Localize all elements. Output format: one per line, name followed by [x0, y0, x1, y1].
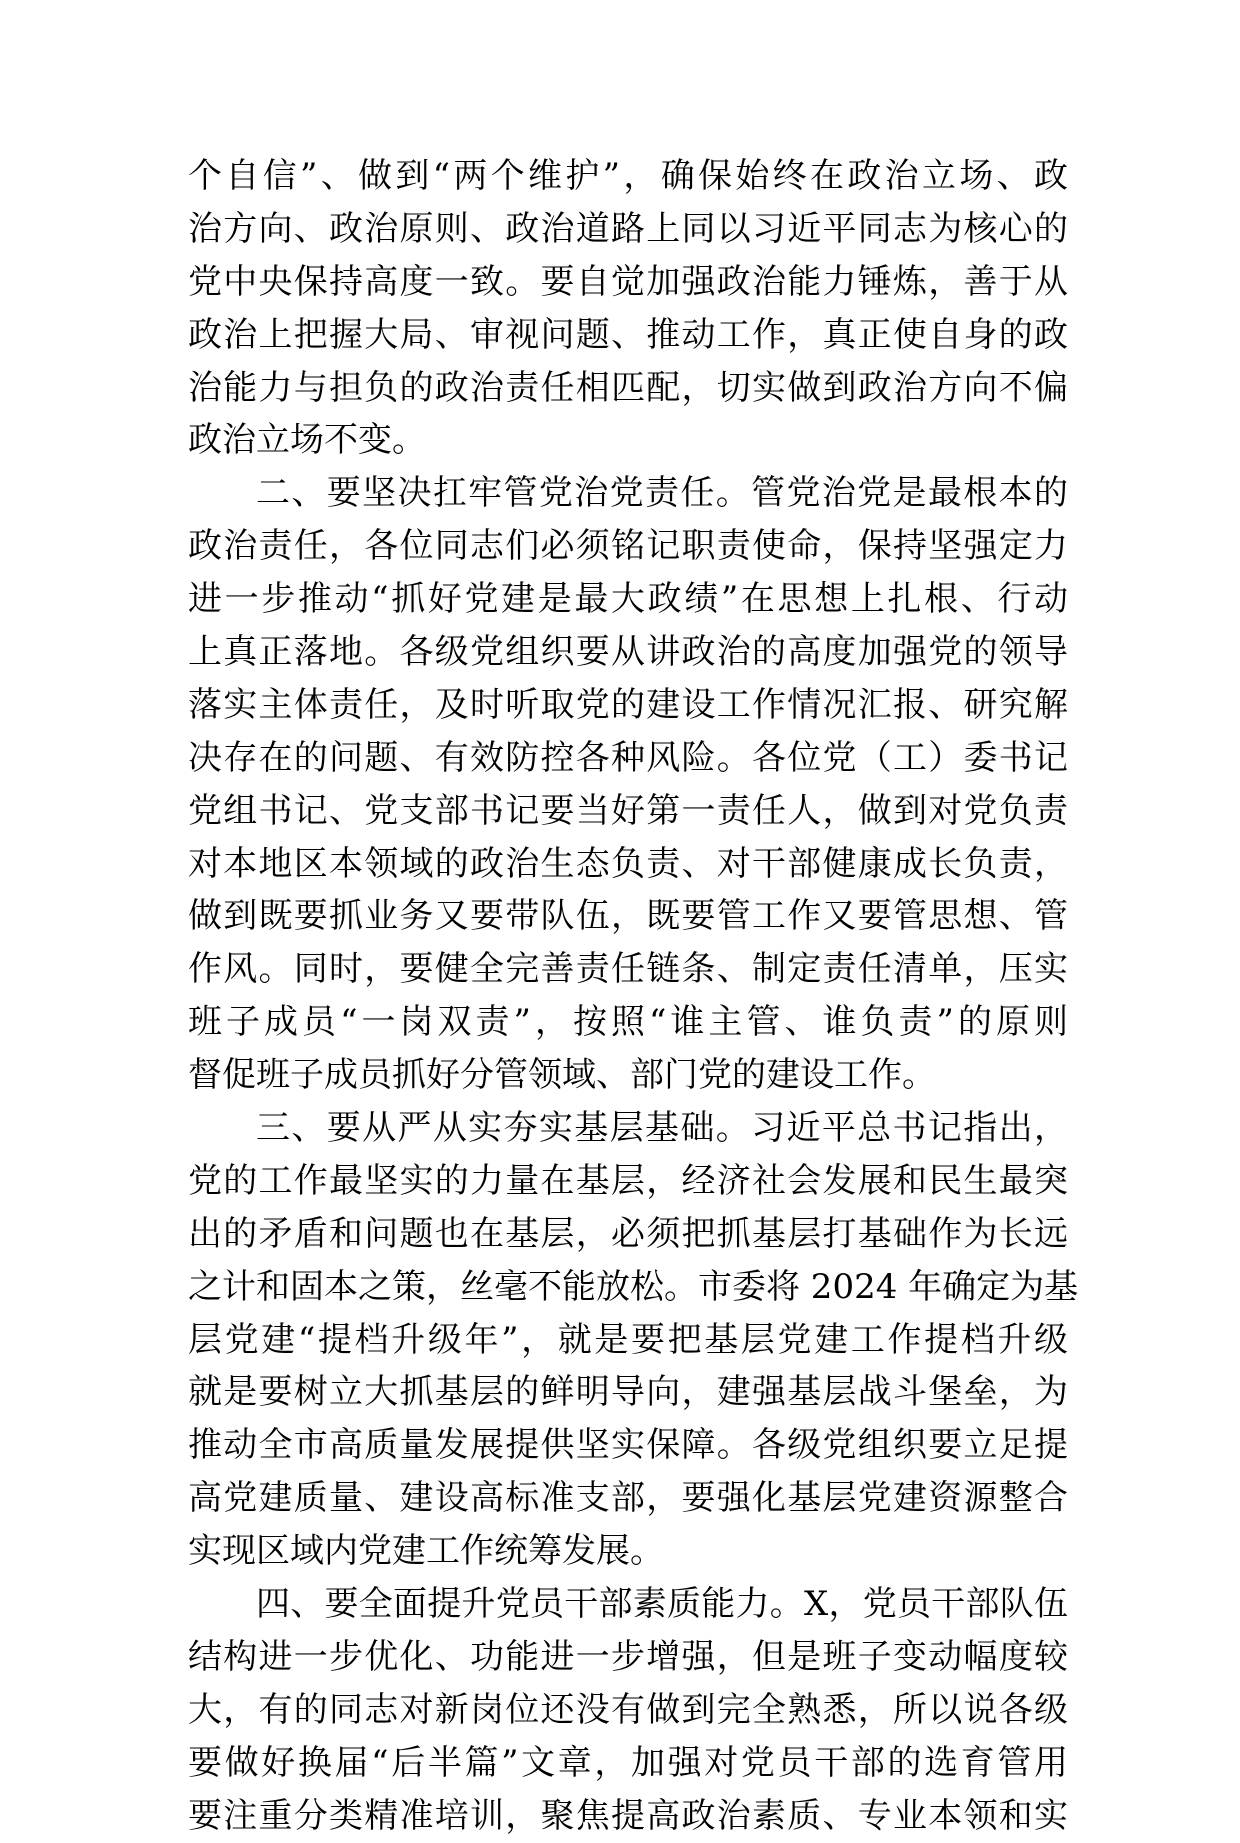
text-line: 层党建“提档升级年”，就是要把基层党建工作提档升级: [188, 1319, 1068, 1360]
text-line: 高党建质量、建设高标准支部，要强化基层党建资源整合: [188, 1478, 1068, 1519]
paragraph-4: [188, 1578, 1068, 1842]
text-line: 对本地区本领域的政治生态负责、对干部健康成长负责，: [188, 843, 1068, 884]
text-line: 之计和固本之策，丝毫不能放松。市委将 2024 年确定为基: [188, 1266, 1079, 1307]
text-line: 实现区域内党建工作统筹发展。: [188, 1531, 664, 1572]
text-line: 治方向、政治原则、政治道路上同以习近平同志为核心的: [188, 208, 1068, 249]
text-line: 班子成员“一岗双责”，按照“谁主管、谁负责”的原则: [188, 1002, 1068, 1043]
text-line: 上真正落地。各级党组织要从讲政治的高度加强党的领导: [188, 632, 1068, 673]
text-line: 二、要坚决扛牢管党治党责任。管党治党是最根本的: [256, 473, 1068, 514]
text-line: 大，有的同志对新岗位还没有做到完全熟悉，所以说各级: [188, 1689, 1068, 1730]
text-line: 党的工作最坚实的力量在基层，经济社会发展和民生最突: [188, 1160, 1068, 1201]
text-line: 决存在的问题、有效防控各种风险。各位党（工）委书记: [188, 737, 1068, 778]
text-line: 落实主体责任，及时听取党的建设工作情况汇报、研究解: [188, 684, 1068, 725]
text-line: 三、要从严从实夯实基层基础。习近平总书记指出，: [256, 1108, 1068, 1149]
text-line: 四、要全面提升党员干部素质能力。X，党员干部队伍: [256, 1584, 1068, 1625]
text-line: 结构进一步优化、功能进一步增强，但是班子变动幅度较: [188, 1636, 1068, 1677]
text-line: 作风。同时，要健全完善责任链条、制定责任清单，压实: [188, 949, 1068, 990]
document-body: [188, 150, 1079, 1843]
text-line: 做到既要抓业务又要带队伍，既要管工作又要管思想、管: [188, 896, 1068, 937]
text-line: 进一步推动“抓好党建是最大政绩”在思想上扎根、行动: [188, 579, 1068, 620]
text-line: 政治立场不变。: [188, 420, 426, 461]
text-line: 党中央保持高度一致。要自觉加强政治能力锤炼，善于从: [188, 261, 1068, 302]
paragraph-3: [188, 1102, 1079, 1578]
text-line: 要做好换届“后半篇”文章，加强对党员干部的选育管用: [188, 1742, 1068, 1783]
text-line: 党组书记、党支部书记要当好第一责任人，做到对党负责: [188, 790, 1068, 831]
text-line: 个自信”、做到“两个维护”，确保始终在政治立场、政: [188, 156, 1068, 196]
paragraph-continued: [188, 150, 1068, 467]
paragraph-2: [188, 467, 1068, 1102]
text-line: 出的矛盾和问题也在基层，必须把抓基层打基础作为长远: [188, 1213, 1068, 1254]
text-line: 就是要树立大抓基层的鲜明导向，建强基层战斗堡垒，为: [188, 1372, 1068, 1413]
text-line: 推动全市高质量发展提供坚实保障。各级党组织要立足提: [188, 1425, 1068, 1466]
text-line: 政治责任，各位同志们必须铭记职责使命，保持坚强定力: [188, 526, 1068, 567]
text-line: 督促班子成员抓好分管领域、部门党的建设工作。: [188, 1055, 936, 1096]
text-line: 要注重分类精准培训，聚焦提高政治素质、专业本领和实: [188, 1795, 1068, 1836]
text-line: 治能力与担负的政治责任相匹配，切实做到政治方向不偏: [188, 367, 1068, 408]
text-line: 政治上把握大局、审视问题、推动工作，真正使自身的政: [188, 314, 1068, 355]
